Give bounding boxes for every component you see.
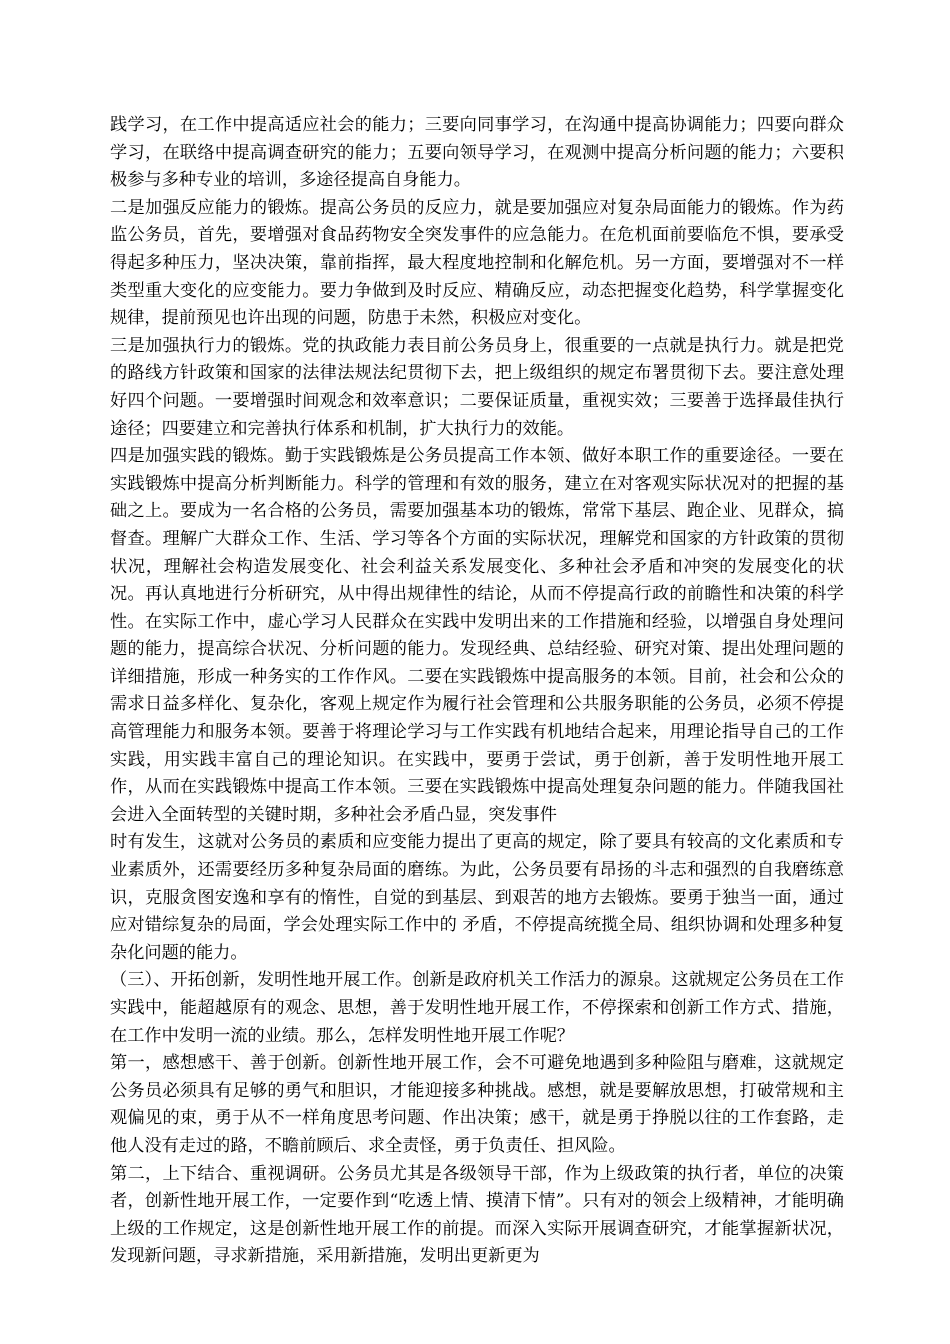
paragraph-second-research: 第二，上下结合、重视调研。公务员尤其是各级领导干部，作为上级政策的执行者，单位的决策者，创新性地开展工作，一定要作到“吃透上情、摸清下情”。只有对的领会上级精神，才能明确上级的工作规定，这是创新性地开展工作的前提。而深入实际开展调查研究，才能掌握新状况，发现新问题，寻求新措施，采用新措施，发明出更新更为: [110, 1163, 844, 1267]
paragraph-practice-learning: 践学习，在工作中提高适应社会的能力；三要向同事学习，在沟通中提高协调能力；四要向群众学习，在联络中提高调查研究的能力；五要向领导学习，在观测中提高分析问题的能力；六要积极参与多种专业的培训，多途径提高自身能力。: [110, 115, 844, 191]
paragraph-practice-training: 四是加强实践的锻炼。勤于实践锻炼是公务员提高工作本领、做好本职工作的重要途径。一要在实践锻炼中提高分析判断能力。科学的管理和有效的服务，建立在对客观实际状况对的把握的基础之上。要成为一名合格的公务员，需要加强基本功的锻炼，常常下基层、跑企业、见群众，搞督查。理解广大群众工作、生活、学习等各个方面的实际状况，理解党和国家的方针政策的贯彻状况，理解社会构造发展变化、社会利益关系发展变化、多种社会矛盾和冲突的发展变化的状况。再认真地进行分析研究，从中得出规律性的结论，从而不停提高行政的前瞻性和决策的科学性。在实际工作中，虚心学习人民群众在实践中发明出来的工作措施和经验，以增强自身处理问题的能力，提高综合状况、分析问题的能力。发现经典、总结经验、研究对策、提出处理问题的详细措施，形成一种务实的工作作风。二要在实践锻炼中提高服务的本领。目前，社会和公众的需求日益多样化、复杂化，客观上规定作为履行社会管理和公共服务职能的公务员，必须不停提高管理能力和服务本领。要善于将理论学习与工作实践有机地结合起来，用理论指导自己的工作实践，用实践丰富自己的理论知识。在实践中，要勇于尝试，勇于创新，善于发明性地开展工作，从而在实践锻炼中提高工作本领。三要在实践锻炼中提高处理复杂问题的能力。伴随我国社会进入全面转型的关键时期，多种社会矛盾凸显，突发事件: [110, 446, 844, 825]
paragraph-first-courage: 第一，感想感干、善于创新。创新性地开展工作，会不可避免地遇到多种险阻与磨难，这就规定公务员必须具有足够的勇气和胆识，才能迎接多种挑战。感想，就是要解放思想，打破常规和主观偏见的束，勇于从不一样角度思考问题、作出决策；感干，就是勇于挣脱以往的工作套路，走他人没有走过的路，不瞻前顾后、求全责怪，勇于负责任、担风险。: [110, 1053, 844, 1156]
paragraph-execution-ability: 三是加强执行力的锻炼。党的执政能力表目前公务员身上，很重要的一点就是执行力。就是把党的路线方针政策和国家的法律法规法纪贯彻下去，把上级组织的规定布署贯彻下去。要注意处理好四个问题。一要增强时间观念和效率意识；二要保证质量，重视实效；三要善于选择最佳执行途径；四要建立和完善执行体系和机制，扩大执行力的效能。: [110, 335, 844, 439]
paragraph-reaction-ability: 二是加强反应能力的锻炼。提高公务员的反应力，就是要加强应对复杂局面能力的锻炼。作为药监公务员，首先，要增强对食品药物安全突发事件的应急能力。在危机面前要临危不惧，要承受得起多种压力，坚决决策，靠前指挥，最大程度地控制和化解危机。另一方面，要增强对不一样类型重大变化的应变能力。要力争做到及时反应、精确反应，动态把握变化趋势，科学掌握变化规律，提前预见也许出现的问题，防患于未然，积极应对变化。: [110, 197, 844, 329]
paragraph-practice-training-continued: 时有发生，这就对公务员的素质和应变能力提出了更高的规定，除了要具有较高的文化素质和专业素质外，还需要经历多种复杂局面的磨练。为此，公务员要有昂扬的斗志和强烈的自我磨练意识，克服贪图安逸和享有的惰性，自觉的到基层、到艰苦的地方去锻炼。要勇于独当一面，通过应对错综复杂的局面，学会处理实际工作中的 矛盾，不停提高统揽全局、组织协调和处理多种复杂化问题的能力。: [110, 832, 844, 963]
paragraph-section-innovation: （三）、开拓创新，发明性地开展工作。创新是政府机关工作活力的源泉。这就规定公务员在工作实践中，能超越原有的观念、思想，善于发明性地开展工作，不停探索和创新工作方式、措施，在工作中发明一流的业绩。那么，怎样发明性地开展工作呢？: [110, 970, 844, 1046]
